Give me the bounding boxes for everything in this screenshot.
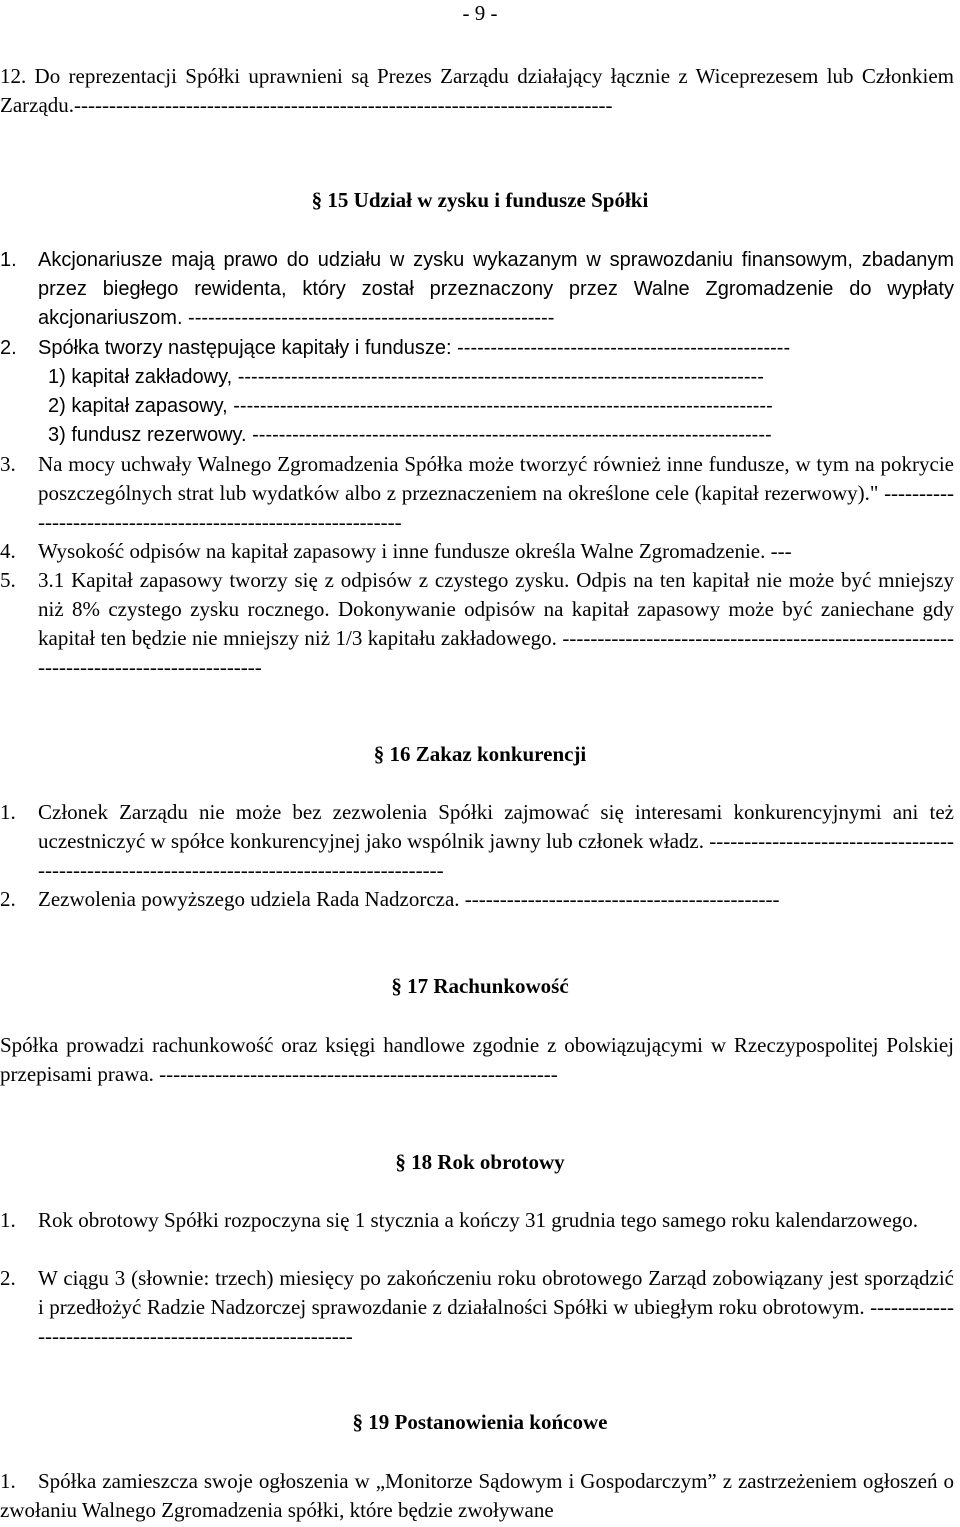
sec18-item-1 [0, 1206, 960, 1266]
sec18-item-2-text: W ciągu 3 (słownie: trzech) miesięcy po zakończeniu roku obrotowego Zarząd zobowiązany jest sporządzić i przedłożyć Radzie Nadzorczej sprawozdanie z działalności Spółki w ubiegłym roku obrotowym. --------------------------------------------------------- [38, 1266, 954, 1348]
sec19-item-1-text: Spółka zamieszcza swoje ogłoszenia w „Monitorze Sądowym i Gospodarczym” z zastrzeżeniem ogłoszeń o zwołaniu Walnego Zgromadzenia spółki, które będzie zwoływane [0, 1469, 954, 1522]
sec15-item-4-number: 4. [0, 539, 16, 563]
sec15-item-5-number: 5. [0, 568, 16, 592]
sec16-item-1 [0, 798, 960, 888]
sec16-item-1-number: 1. [0, 800, 16, 824]
paragraph-12 [0, 62, 954, 122]
sec18-item-1-text: Rok obrotowy Spółki rozpoczyna się 1 stycznia a kończy 31 grudnia tego samego roku kalendarzowego. [38, 1208, 919, 1232]
sec15-item-3-text: Na mocy uchwały Walnego Zgromadzenia Spółka może tworzyć również inne fundusze, w tym na pokrycie poszczególnych strat lub wydatków albo z przeznaczeniem na określone cele (kapitał rezerwowy)." -------------------------------------------------------------- [38, 452, 954, 534]
section-15-heading: § 15 Udział w zysku i fundusze Spółki [311, 188, 649, 212]
sec15-item-4-text: Wysokość odpisów na kapitał zapasowy i inne fundusze określa Walne Zgromadzenie. --- [38, 539, 792, 563]
sec15-item-1-number: 1. [0, 249, 17, 271]
sec15-item-1 [0, 246, 960, 336]
sec17-paragraph [0, 1031, 954, 1091]
sec15-item-3-number: 3. [0, 452, 16, 476]
sec15-item-2-text: Spółka tworzy następujące kapitały i fundusze: -------------------------------------------------- [38, 337, 791, 359]
sec17-paragraph-text: Spółka prowadzi rachunkowość oraz księgi handlowe zgodnie z obowiązującymi w Rzeczypospolitej Polskiej przepisami prawa. --------------------------------------------------------- [0, 1033, 954, 1086]
paragraph-12-text: 12. Do reprezentacji Spółki uprawnieni są Prezes Zarządu działający łącznie z Wiceprezesem lub Członkiem Zarządu.----------------------------------------------------------------------------- [0, 64, 954, 117]
section-19-heading: § 19 Postanowienia końcowe [352, 1410, 608, 1434]
sec19-item-1-number: 1. [0, 1469, 16, 1493]
sec15-item-1-text: Akcjonariusze mają prawo do udziału w zysku wykazanym w sprawozdaniu finansowym, zbadanym przez biegłego rewidenta, który został przeznaczony przez Walne Zgromadzenie do wypłaty akcjonariuszom. ------------------------------------------------------- [38, 249, 954, 329]
sec15-item-2-number: 2. [0, 337, 17, 359]
capital-list-item-2: 2) kapitał zapasowy, --------------------------------------------------------------------------------- [48, 395, 773, 417]
sec15-item-3 [0, 450, 960, 540]
sec18-item-2 [0, 1264, 960, 1354]
sec19-item-1 [0, 1467, 960, 1527]
section-16-heading: § 16 Zakaz konkurencji [373, 742, 587, 766]
page-number: - 9 - [462, 1, 498, 25]
sec15-item-5-text: 3.1 Kapitał zapasowy tworzy się z odpisów z czystego zysku. Odpis na ten kapitał nie może być mniejszy niż 8% czystego zysku rocznego. Dokonywanie odpisów na kapitał zapasowy może być zaniechane gdy kapitał ten będzie nie mniejszy niż 1/3 kapitału zakładowego. ---------------------------------------------------------------------------------------- [38, 568, 954, 679]
sec16-item-2-number: 2. [0, 887, 16, 911]
section-17-heading: § 17 Rachunkowość [391, 974, 569, 998]
section-18-heading: § 18 Rok obrotowy [395, 1150, 565, 1174]
sec15-item-5 [0, 566, 960, 686]
sec15-item-4 [0, 537, 960, 567]
sec18-item-1-number: 1. [0, 1208, 16, 1232]
sec16-item-1-text: Członek Zarządu nie może bez zezwolenia Spółki zajmować się interesami konkurencyjnymi ani też uczestniczyć w spółce konkurencyjnej jako wspólnik jawny lub członek władz. --------------------------------------------------------------------------------------------- [38, 800, 954, 882]
sec16-item-2-text: Zezwolenia powyższego udziela Rada Nadzorcza. --------------------------------------------- [38, 887, 780, 911]
sec15-item-2 [0, 334, 960, 364]
sec18-item-2-number: 2. [0, 1266, 16, 1290]
sec16-item-2 [0, 885, 960, 915]
capital-list-item-3: 3) fundusz rezerwowy. ------------------------------------------------------------------------------ [48, 424, 772, 446]
capital-list-item-1: 1) kapitał zakładowy, ------------------------------------------------------------------------------- [48, 366, 764, 388]
